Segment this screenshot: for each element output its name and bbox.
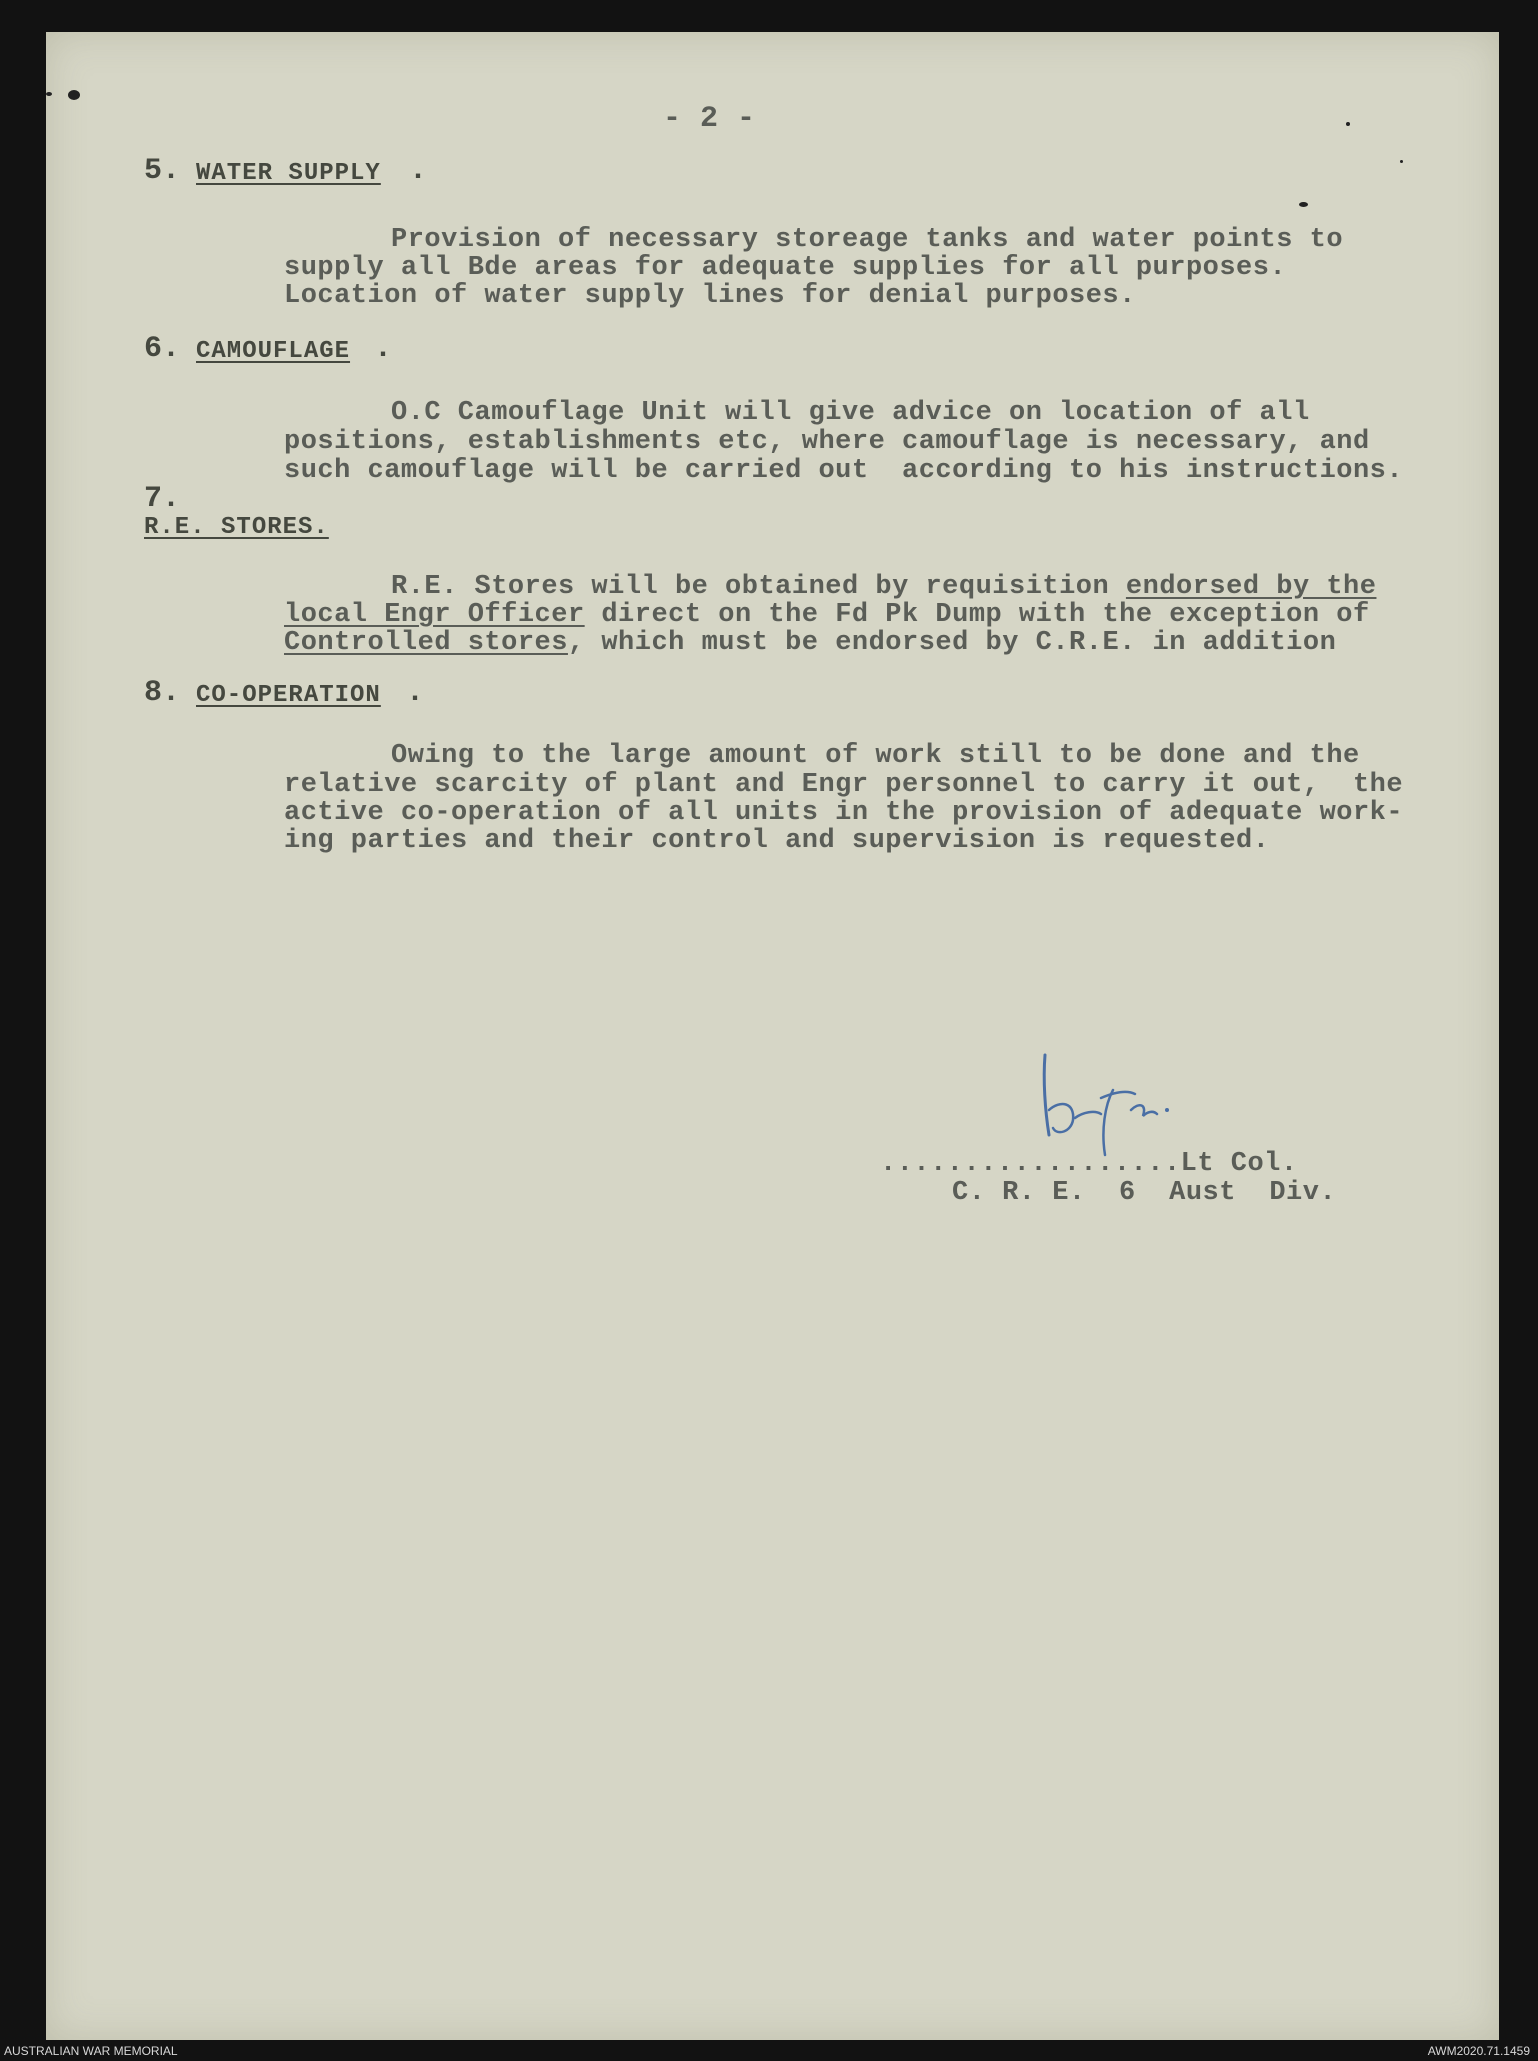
section-6-line-2: positions, establishments etc, where camouflage is necessary, and	[284, 427, 1370, 457]
section-7-line-1	[391, 573, 1376, 601]
section-7-line-1-text: R.E. Stores will be obtained by requisition	[391, 572, 1126, 602]
section-7-controlled-stores: Controlled stores	[284, 628, 568, 658]
ink-speck	[1299, 202, 1308, 207]
document-page	[46, 32, 1499, 2040]
section-5-line-1: Provision of necessary storeage tanks and water points to	[391, 225, 1344, 255]
ink-speck	[1346, 122, 1350, 126]
section-7-line-3	[284, 629, 1336, 657]
section-5-line-3: Location of water supply lines for denial purposes.	[284, 281, 1136, 311]
section-7-line-2	[284, 601, 1370, 629]
section-7-local-engr-officer: local Engr Officer	[284, 600, 585, 630]
footer-bar	[0, 2041, 1538, 2061]
section-6-line-3: such camouflage will be carried out according to his instructions.	[284, 456, 1404, 486]
section-7-line-3-text: , which must be endorsed by C.R.E. in addition	[567, 628, 1337, 658]
section-8-title: CO-OPERATION	[196, 682, 381, 709]
section-5-title-period: .	[409, 154, 428, 188]
section-7-endorsed-phrase: endorsed by the	[1125, 572, 1377, 602]
footer-accession-number: AWM2020.71.1459	[1427, 2044, 1530, 2058]
section-8-number: 8.	[144, 676, 181, 710]
section-8-line-4: ing parties and their control and supervision is requested.	[284, 826, 1270, 856]
signature-unit-line: C. R. E. 6 Aust Div.	[952, 1178, 1337, 1208]
ink-speck	[1400, 160, 1403, 163]
ink-speck	[46, 92, 52, 96]
section-8-title-period: .	[406, 676, 425, 710]
section-8-line-3: active co-operation of all units in the provision of adequate work-	[284, 798, 1404, 828]
page-number: - 2 -	[663, 102, 756, 136]
section-6-line-1: O.C Camouflage Unit will give advice on location of all	[391, 398, 1310, 428]
section-7-line-2-text: direct on the Fd Pk Dump with the exception of	[584, 600, 1370, 630]
footer-credit: AUSTRALIAN WAR MEMORIAL	[4, 2044, 178, 2058]
section-6-title-period: .	[374, 332, 393, 366]
section-7-number: 7.	[144, 482, 181, 516]
section-5-line-2: supply all Bde areas for adequate supplies for all purposes.	[284, 253, 1287, 283]
section-7-title: R.E. STORES.	[144, 514, 329, 541]
signature-dots-line: ..................Lt Col.	[880, 1149, 1298, 1179]
section-6-title: CAMOUFLAGE	[196, 338, 351, 365]
section-5-number: 5.	[144, 154, 181, 188]
section-5-title: WATER SUPPLY	[196, 160, 381, 187]
section-8-line-2: relative scarcity of plant and Engr personnel to carry it out, the	[284, 770, 1404, 800]
section-6-number: 6.	[144, 332, 181, 366]
section-8-line-1: Owing to the large amount of work still to be done and the	[391, 741, 1360, 771]
ink-speck	[68, 90, 80, 100]
handwritten-signature	[1035, 1050, 1225, 1160]
